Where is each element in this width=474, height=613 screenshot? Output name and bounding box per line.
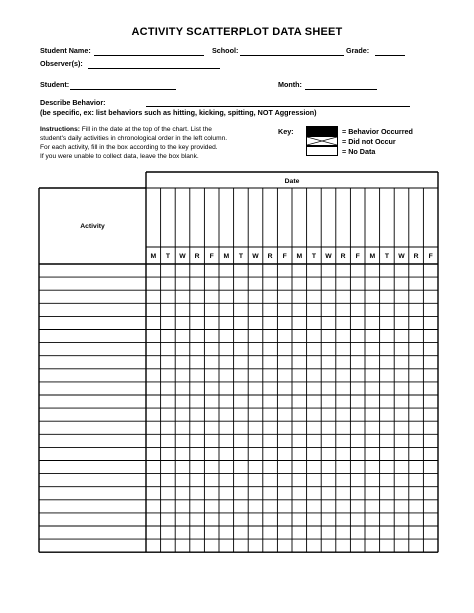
activity-cell[interactable] [39, 343, 146, 356]
key-label: Key: [278, 127, 294, 136]
day-label: W [252, 253, 259, 260]
activity-cell[interactable] [39, 461, 146, 474]
activity-cell[interactable] [39, 264, 146, 277]
day-label: R [267, 253, 273, 260]
activity-cell[interactable] [39, 395, 146, 408]
activity-cell[interactable] [39, 408, 146, 421]
activity-cell[interactable] [39, 513, 146, 526]
day-label: F [428, 253, 433, 260]
day-label: R [340, 253, 346, 260]
activity-header: Activity [80, 223, 105, 230]
month-label: Month: [278, 80, 302, 89]
grade-label: Grade: [346, 46, 370, 55]
date-header: Date [284, 178, 300, 185]
day-label: F [355, 253, 360, 260]
activity-cell[interactable] [39, 290, 146, 303]
activity-cell[interactable] [39, 526, 146, 539]
day-label: T [165, 253, 170, 260]
instructions-line-3: For each activity, fill in the box according to the key provided. [40, 144, 218, 151]
page-title: ACTIVITY SCATTERPLOT DATA SHEET [131, 26, 343, 38]
day-label: F [209, 253, 214, 260]
activity-cell[interactable] [39, 474, 146, 487]
activity-cell[interactable] [39, 369, 146, 382]
activity-cell[interactable] [39, 330, 146, 343]
day-label: R [413, 253, 419, 260]
instructions-line-2: student's daily activities in chronological order in the left column. [40, 135, 228, 142]
day-label: W [398, 253, 405, 260]
day-label: T [384, 253, 389, 260]
activity-cell[interactable] [39, 303, 146, 316]
activity-cell[interactable] [39, 500, 146, 513]
day-label: M [223, 253, 230, 260]
instructions-line-4: If you were unable to collect data, leave the box blank. [40, 153, 199, 160]
day-label: F [282, 253, 287, 260]
instructions-text-1: Fill in the date at the top of the chart. List the [81, 126, 212, 133]
day-label: M [369, 253, 376, 260]
activity-cell[interactable] [39, 356, 146, 369]
activity-cell[interactable] [39, 382, 146, 395]
activity-cell[interactable] [39, 277, 146, 290]
student-label: Student: [40, 80, 70, 89]
activity-cell[interactable] [39, 421, 146, 434]
instructions-title: Instructions: [40, 126, 80, 133]
day-label: R [194, 253, 200, 260]
describe-behavior-hint: (be specific, ex: list behaviors such as hitting, kicking, spitting, NOT Aggression) [40, 108, 317, 117]
day-label: T [311, 253, 316, 260]
key-item-behavior-occurred: = Behavior Occurred [342, 127, 413, 136]
school-label: School: [212, 46, 239, 55]
day-label: W [179, 253, 186, 260]
describe-behavior-label: Describe Behavior: [40, 98, 106, 107]
student-name-label: Student Name: [40, 46, 91, 55]
day-label: T [238, 253, 243, 260]
key-item-no-data: = No Data [342, 147, 376, 156]
observers-label: Observer(s): [40, 59, 83, 68]
key-item-did-not-occur: = Did not Occur [342, 137, 396, 146]
day-label: W [325, 253, 332, 260]
activity-cell[interactable] [39, 434, 146, 447]
day-label: M [296, 253, 303, 260]
activity-cell[interactable] [39, 539, 146, 552]
day-label: M [150, 253, 157, 260]
activity-cell[interactable] [39, 447, 146, 460]
activity-cell[interactable] [39, 316, 146, 329]
activity-cell[interactable] [39, 487, 146, 500]
